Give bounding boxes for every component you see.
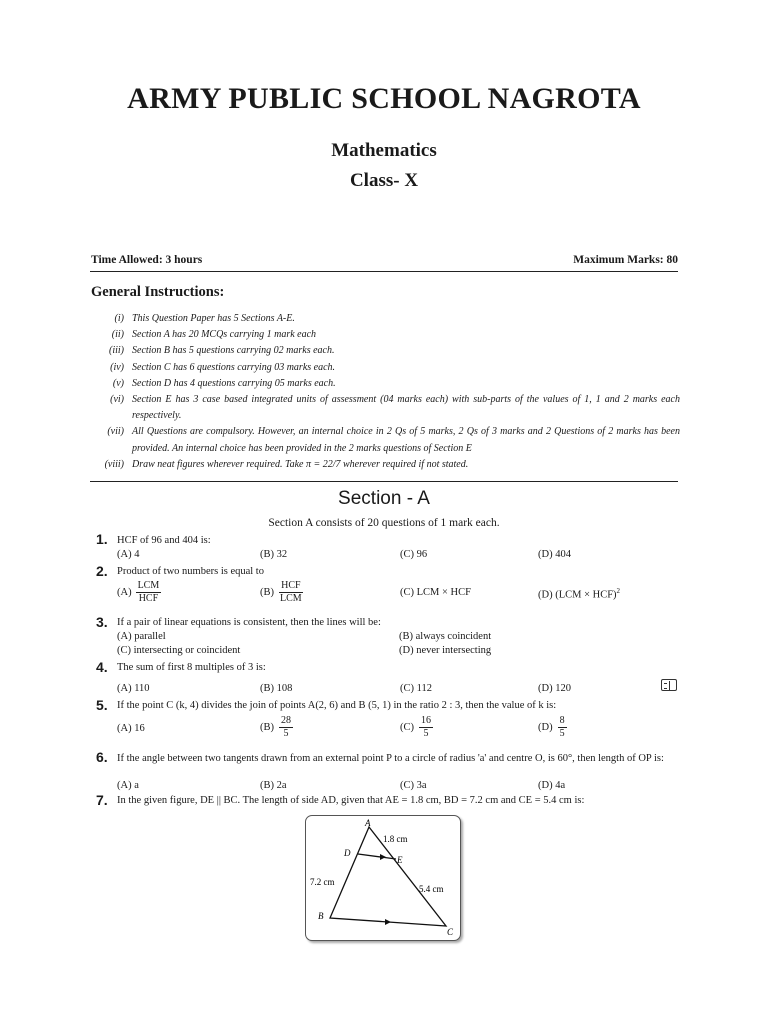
vertex-label-c: C xyxy=(447,927,454,937)
option-c: (C) $\frac{16}{5}$ xyxy=(400,715,431,739)
question-text: Product of two numbers is equal to xyxy=(117,566,264,577)
vertex-label-a: A xyxy=(365,818,371,828)
header-divider xyxy=(90,271,678,272)
question-number: 4. xyxy=(96,659,108,675)
subject-title: Mathematics xyxy=(331,140,437,161)
instructions-heading: General Instructions: xyxy=(91,284,225,300)
length-label-ce: 5.4 cm xyxy=(419,884,444,894)
option-d: (D) (LCM × HCF)$^2$ xyxy=(538,587,621,601)
question-text: HCF of 96 and 404 is: xyxy=(117,535,211,546)
section-title: Section - A xyxy=(338,488,430,509)
instruction-item: (vii) All Questions are compulsory. However, an internal choice in 2 Qs of 5 marks, 2 Qs of 3 marks and 2 Questions of 2 marks has been provided. An internal choice has been provided in the 2 marks questions of Section E xyxy=(107,426,680,454)
option-a: (A) a xyxy=(117,780,139,791)
option-b: (B) 2a xyxy=(260,780,287,791)
section-divider xyxy=(90,481,678,482)
option-d: (D) 4a xyxy=(538,780,566,791)
option-a: (A) 110 xyxy=(117,683,150,694)
question-number: 6. xyxy=(96,749,108,765)
instruction-item: (i) This Question Paper has 5 Sections A-E. xyxy=(114,313,295,324)
option-c: (C) LCM × HCF xyxy=(400,587,471,598)
triangle-figure xyxy=(305,815,461,941)
option-b: (B) $\frac{\text{HCF}}{\text{LCM}}$ xyxy=(260,580,302,604)
school-name: ARMY PUBLIC SCHOOL NAGROTA xyxy=(127,82,641,115)
option-c: (C) 96 xyxy=(400,549,428,560)
instruction-item: (iv) Section C has 6 questions carrying 03 marks each. xyxy=(110,361,336,373)
vertex-label-d: D xyxy=(344,848,351,858)
fraction: $\frac{28}{5}$ xyxy=(281,715,291,739)
option-a: (A) 4 xyxy=(117,549,140,560)
instruction-item: (viii) Draw neat figures wherever required. Take π = 22/7 wherever required if not stated. xyxy=(104,458,469,470)
question-text: If the point C (k, 4) divides the join of points A(2, 6) and B (5, 1) in the ratio 2 : 3, then the value of k is: xyxy=(117,700,557,711)
vertex-label-e: E xyxy=(397,855,403,865)
instruction-item: (iii) Section B has 5 questions carrying 02 marks each. xyxy=(109,345,335,357)
option-b: (B) $\frac{28}{5}$ xyxy=(260,715,291,739)
option-d: (D) 120 xyxy=(538,683,571,694)
option-a: (A) parallel xyxy=(117,631,166,642)
question-text: If a pair of linear equations is consistent, then the lines will be: xyxy=(117,617,381,628)
option-d: (D) never intersecting xyxy=(399,645,492,656)
option-d: (D) $\frac{8}{5}$ xyxy=(538,715,565,739)
fraction: $\frac{16}{5}$ xyxy=(421,715,431,739)
section-subtitle: Section A consists of 20 questions of 1 mark each. xyxy=(268,517,500,529)
question-number: 1. xyxy=(96,531,108,547)
fraction: $\frac{8}{5}$ xyxy=(559,715,565,739)
instructions-list xyxy=(90,311,680,473)
question-number: 5. xyxy=(96,697,108,713)
option-b: (B) always coincident xyxy=(399,631,492,642)
fraction: $\frac{\text{LCM}}{\text{HCF}}$ xyxy=(137,580,160,604)
time-allowed: Time Allowed: 3 hours xyxy=(91,254,203,266)
length-label-bd: 7.2 cm xyxy=(310,877,335,887)
class-title: Class- X xyxy=(349,170,419,191)
option-c: (C) 3a xyxy=(400,780,427,791)
option-d: (D) 404 xyxy=(538,549,571,560)
question-text: The sum of first 8 multiples of 3 is: xyxy=(117,662,266,673)
question-text: If the angle between two tangents drawn from an external point P to a circle of radius 'a' and centre O, is 60°, then length of OP is: xyxy=(117,753,664,764)
option-a: (A) $\frac{\text{LCM}}{\text{HCF}}$ xyxy=(117,580,160,604)
question-number: 2. xyxy=(96,563,108,579)
option-c: (C) intersecting or coincident xyxy=(117,645,241,656)
instruction-item: (v) Section D has 4 questions carrying 05 marks each. xyxy=(112,377,336,389)
question-number: 3. xyxy=(96,614,108,630)
option-b: (B) 108 xyxy=(260,683,293,694)
triangle-diagram xyxy=(306,816,460,940)
vertex-label-b: B xyxy=(318,911,324,921)
question-number: 7. xyxy=(96,792,108,808)
option-a: (A) 16 xyxy=(117,723,145,734)
option-b: (B) 32 xyxy=(260,549,288,560)
book-icon xyxy=(661,679,677,691)
length-label-ae: 1.8 cm xyxy=(383,834,408,844)
instruction-item: (ii) Section A has 20 MCQs carrying 1 mark each xyxy=(111,329,317,341)
question-text: In the given figure, DE || BC. The length of side AD, given that AE = 1.8 cm, BD = 7.2 cm and CE = 5.4 cm is: xyxy=(117,795,585,806)
option-c: (C) 112 xyxy=(400,683,432,694)
fraction: $\frac{\text{HCF}}{\text{LCM}}$ xyxy=(280,580,302,604)
instruction-item: (vi) Section E has 3 case based integrated units of assessment (04 marks each) with sub-parts of the values of 1, 1 and 2 marks each respectively. xyxy=(110,394,680,422)
maximum-marks: Maximum Marks: 80 xyxy=(573,254,678,266)
